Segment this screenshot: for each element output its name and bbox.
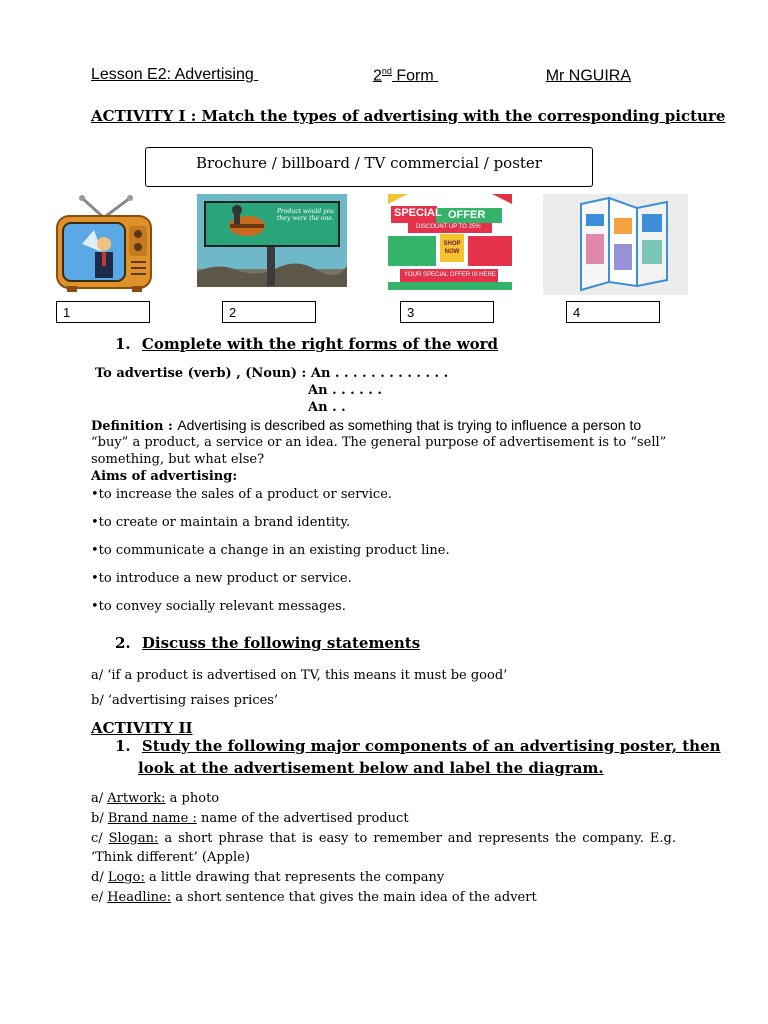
statement-a: a/ ‘if a product is advertised on TV, this means it must be good’ (91, 668, 508, 683)
component-prefix: c/ (91, 831, 109, 846)
component-term: Slogan: (108, 831, 159, 846)
section2-title: Discuss the following statements (141, 634, 421, 652)
poster-special: SPECIAL (394, 207, 442, 219)
component-logo (91, 870, 444, 885)
header (91, 66, 368, 84)
form-number: 2 (373, 67, 382, 85)
activity2-instruction-line-1: Study the following major components of an advertising poster, then (141, 737, 721, 755)
section1-title: Complete with the right forms of the word (141, 335, 499, 353)
poster-icon (388, 194, 512, 292)
aims-label: Aims of advertising: (91, 469, 238, 484)
aim-item: •to introduce a new product or service. (91, 571, 352, 586)
activity2-title: ACTIVITY II (91, 719, 193, 737)
component-term: Headline: (107, 890, 172, 905)
an-line-3: An . . (308, 400, 346, 415)
component-prefix: a/ (91, 791, 108, 806)
poster-bottom: YOUR SPECIAL OFFER IS HERE (404, 272, 496, 278)
definition-text: Advertising is described as something that is trying to influence a person to (177, 417, 642, 433)
component-desc: a little drawing that represents the company (144, 870, 445, 885)
activity1-title: ACTIVITY I : Match the types of advertising with the corresponding picture (91, 107, 726, 125)
component-term: Artwork: (107, 791, 166, 806)
section2-heading (115, 634, 420, 652)
billboard-text: Product would you they were the one. (277, 208, 335, 222)
section1-number: 1. (115, 335, 131, 353)
aim-item: •to convey socially relevant messages. (91, 599, 346, 614)
answer-box-3[interactable] (400, 301, 494, 323)
activity2-number: 1. (115, 737, 131, 755)
component-desc: a photo (165, 791, 220, 806)
poster-discount: DISCOUNT UP TO 25% (416, 224, 481, 230)
component-headline (91, 890, 537, 905)
header-spacer (254, 66, 368, 84)
activity2-instruction (115, 737, 721, 755)
advertise-line: To advertise (verb) , (Noun) : An . . . . . . . . . . . . . (95, 366, 449, 381)
definition-line-3: something, but what else? (91, 452, 265, 467)
answer-box-2[interactable] (222, 301, 316, 323)
component-desc: a short sentence that gives the main idea of the advert (171, 890, 537, 905)
answer-box-number: 2 (229, 305, 237, 320)
form-word: Form (391, 67, 434, 85)
definition-label: Definition : (91, 419, 178, 434)
tv-commercial-icon (52, 194, 156, 294)
word-box-text: Brochure / billboard / TV commercial / poster (196, 154, 542, 172)
answer-box-number: 1 (63, 305, 71, 320)
header-spacer-2 (434, 67, 546, 85)
aim-item: •to communicate a change in an existing product line. (91, 543, 450, 558)
word-box (145, 147, 593, 187)
component-brand-name (91, 811, 409, 826)
form-suffix: nd (381, 66, 392, 76)
component-prefix: b/ (91, 811, 108, 826)
answer-box-1[interactable] (56, 301, 150, 323)
aim-item: •to increase the sales of a product or service. (91, 487, 393, 502)
section2-number: 2. (115, 634, 131, 652)
activity2-instruction-line-2: look at the advertisement below and label the diagram. (138, 759, 604, 777)
component-artwork (91, 791, 219, 806)
poster-offer: OFFER (448, 209, 486, 221)
aim-item: •to create or maintain a brand identity. (91, 515, 351, 530)
component-slogan (91, 831, 676, 846)
answer-box-number: 3 (407, 305, 415, 320)
component-term: Logo: (107, 870, 145, 885)
lesson-title: Lesson E2: Advertising (91, 66, 254, 83)
answer-box-number: 4 (573, 305, 581, 320)
component-desc: name of the advertised product (196, 811, 409, 826)
component-prefix: e/ (91, 890, 108, 905)
form-level (373, 66, 631, 85)
component-slogan-example: ‘Think different’ (Apple) (91, 850, 250, 865)
statement-b: b/ ‘advertising raises prices’ (91, 693, 279, 708)
component-term: Brand name : (107, 811, 197, 826)
billboard-icon (197, 194, 347, 287)
teacher-name: Mr NGUIRA (545, 67, 632, 85)
poster-shop: SHOP NOW (443, 241, 461, 255)
answer-box-4[interactable] (566, 301, 660, 323)
definition-line-1 (91, 417, 641, 434)
component-prefix: d/ (91, 870, 108, 885)
component-desc: a short phrase that is easy to remember and represents the company. E.g. (158, 831, 676, 846)
an-line-2: An . . . . . . (308, 383, 382, 398)
definition-line-2: “buy” a product, a service or an idea. The general purpose of advertisement is to “sell” (91, 435, 667, 450)
section1-heading (115, 335, 498, 353)
brochure-icon (543, 194, 688, 295)
